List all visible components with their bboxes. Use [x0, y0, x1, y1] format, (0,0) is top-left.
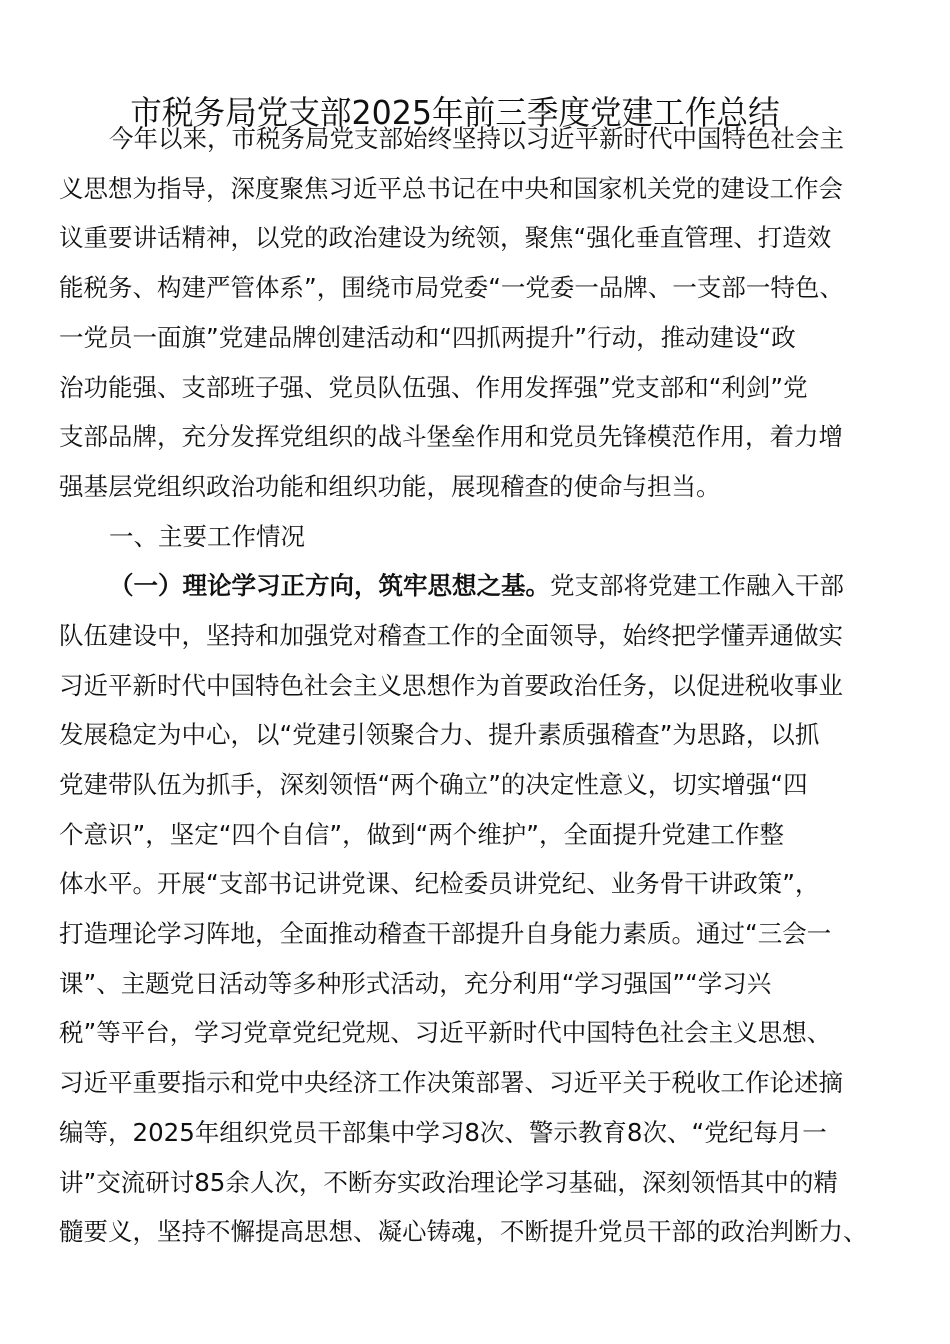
paragraph-line: 支部品牌，充分发挥党组织的战斗堡垒作用和党员先锋模范作用，着力增 [59, 422, 843, 451]
paragraph-line: 打造理论学习阵地，全面推动稽查干部提升自身能力素质。通过“三会一 [59, 919, 832, 948]
paragraph-line: 义思想为指导，深度聚焦习近平总书记在中央和国家机关党的建设工作会 [59, 174, 843, 203]
paragraph-line: 队伍建设中，坚持和加强党对稽查工作的全面领导，始终把学懂弄通做实 [59, 621, 843, 650]
section-heading: 一、主要工作情况 [109, 522, 305, 551]
paragraph-line: 课”、主题党日活动等多种形式活动，充分利用“学习强国”“学习兴 [59, 969, 772, 998]
paragraph-line: 党建带队伍为抓手，深刻领悟“两个确立”的决定性意义，切实增强“四 [59, 770, 808, 799]
paragraph-line: 体水平。开展“支部书记讲党课、纪检委员讲党纪、业务骨干讲政策”， [59, 869, 820, 898]
paragraph-line: 发展稳定为中心，以“党建引领聚合力、提升素质强稽查”为思路，以抓 [59, 720, 820, 749]
subsection-heading: （一）理论学习正方向，筑牢思想之基。 [109, 571, 550, 600]
paragraph-line: 习近平重要指示和党中央经济工作决策部署、习近平关于税收工作论述摘 [59, 1068, 843, 1097]
paragraph-line: 能税务、构建严管体系”，围绕市局党委“一党委一品牌、一支部一特色、 [59, 273, 844, 302]
paragraph-line: 讲”交流研讨85余人次，不断夯实政治理论学习基础，深刻领悟其中的精 [59, 1168, 838, 1197]
paragraph-line: 个意识”，坚定“四个自信”，做到“两个维护”，全面提升党建工作整 [59, 820, 784, 849]
paragraph-line: 习近平新时代中国特色社会主义思想作为首要政治任务，以促进税收事业 [59, 671, 843, 700]
paragraph-line: 强基层党组织政治功能和组织功能，展现稽查的使命与担当。 [59, 472, 721, 501]
paragraph-line: 今年以来，市税务局党支部始终坚持以习近平新时代中国特色社会主 [109, 124, 844, 153]
paragraph-line: 税”等平台，学习党章党纪党规、习近平新时代中国特色社会主义思想、 [59, 1018, 832, 1047]
paragraph-line: 议重要讲话精神，以党的政治建设为统领，聚焦“强化垂直管理、打造效 [59, 223, 832, 252]
paragraph-line: 编等，2025年组织党员干部集中学习8次、警示教育8次、“党纪每月一 [59, 1118, 827, 1147]
paragraph-line: 治功能强、支部班子强、党员队伍强、作用发挥强”党支部和“利剑”党 [59, 373, 808, 402]
subsection-first-line-text: 党支部将党建工作融入干部 [550, 571, 844, 600]
subsection-first-line [109, 561, 844, 611]
paragraph-line: 髓要义，坚持不懈提高思想、凝心铸魂，不断提升党员干部的政治判断力、 [59, 1217, 868, 1246]
paragraph-line: 一党员一面旗”党建品牌创建活动和“四抓两提升”行动，推动建设“政 [59, 323, 796, 352]
document-title: 市税务局党支部2025年前三季度党建工作总结 [130, 93, 780, 133]
